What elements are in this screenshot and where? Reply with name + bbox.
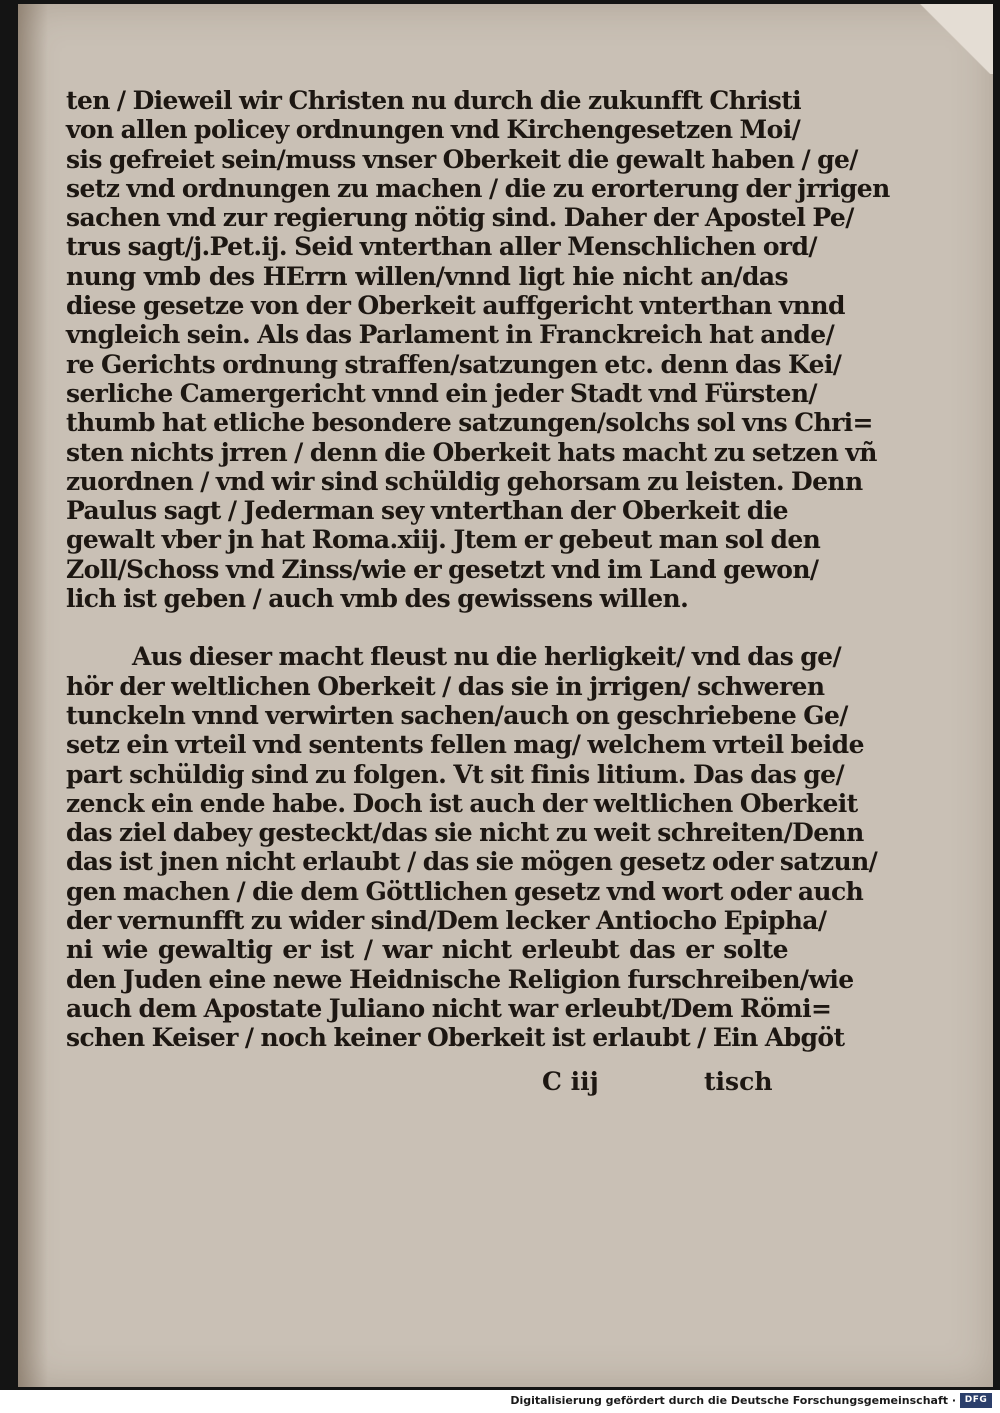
text-line: das ziel dabey gesteckt/das sie nicht zu weit schreiten/Denn bbox=[66, 818, 864, 848]
text-line: serliche Camergericht vnnd ein jeder Stadt vnd Fürsten/ bbox=[66, 378, 817, 408]
dfg-logo-icon: DFG bbox=[960, 1393, 992, 1408]
text-line: setz vnd ordnungen zu machen / die zu erorterung der jrrigen bbox=[66, 173, 890, 203]
text-line: sis gefreiet sein/muss vnser Oberkeit die gewalt haben / ge/ bbox=[66, 144, 858, 174]
text-line: ten / Dieweil wir Christen nu durch die zukunfft Christi bbox=[66, 86, 802, 115]
folded-corner bbox=[903, 4, 993, 74]
text-line: part schüldig sind zu folgen. Vt sit finis litium. Das das ge/ bbox=[66, 759, 844, 789]
text-line: schen Keiser / noch keiner Oberkeit ist erlaubt / Ein Abgöt bbox=[66, 1023, 845, 1053]
text-line: auch dem Apostate Juliano nicht war erleubt/Dem Römi= bbox=[66, 993, 832, 1023]
paragraph-1 bbox=[66, 86, 890, 614]
text-line: Paulus sagt / Jederman sey vnterthan der Oberkeit die bbox=[66, 496, 788, 526]
text-line: thumb hat etliche besondere satzungen/solchs sol vns Chri= bbox=[66, 408, 873, 438]
text-line: zuordnen / vnd wir sind schüldig gehorsam zu leisten. Denn bbox=[66, 466, 863, 496]
text-line: vngleich sein. Als das Parlament in Franckreich hat ande/ bbox=[66, 320, 835, 350]
signature-mark: C iij bbox=[542, 1067, 599, 1096]
text-line: Aus dieser macht fleust nu die herligkeit/ vnd das ge/ bbox=[132, 642, 841, 672]
text-line: Zoll/Schoss vnd Zinss/wie er gesetzt vnd im Land gewon/ bbox=[66, 554, 819, 584]
text-line: sachen vnd zur regierung nötig sind. Daher der Apostel Pe/ bbox=[66, 203, 854, 233]
text-line: diese gesetze von der Oberkeit auffgericht vnterthan vnnd bbox=[66, 291, 845, 321]
text-line: zenck ein ende habe. Doch ist auch der weltlichen Oberkeit bbox=[66, 788, 858, 818]
text-line: gewalt vber jn hat Roma.xiij. Jtem er gebeut man sol den bbox=[66, 525, 821, 555]
text-line: von allen policey ordnungen vnd Kirchengesetzen Moi/ bbox=[66, 115, 801, 145]
text-line: den Juden eine newe Heidnische Religion furschreiben/wie bbox=[66, 964, 854, 994]
credit-bar bbox=[0, 1390, 1000, 1413]
binding-shadow bbox=[18, 4, 48, 1387]
text-line: lich ist geben / auch vmb des gewissens willen. bbox=[66, 584, 689, 614]
funding-credit: Digitalisierung gefördert durch die Deutsche Forschungsgemeinschaft · bbox=[510, 1394, 956, 1407]
text-line: tunckeln vnnd verwirten sachen/auch on geschriebene Ge/ bbox=[66, 700, 848, 730]
text-line: trus sagt/j.Pet.ij. Seid vnterthan aller Menschlichen ord/ bbox=[66, 232, 817, 262]
text-line: hör der weltlichen Oberkeit / das sie in jrrigen/ schweren bbox=[66, 671, 825, 701]
text-line: gen machen / die dem Göttlichen gesetz vnd wort oder auch bbox=[66, 876, 864, 906]
page-text bbox=[66, 86, 890, 1053]
text-line: das ist jnen nicht erlaubt / das sie mögen gesetz oder satzun/ bbox=[66, 847, 878, 877]
paragraph-gap bbox=[66, 613, 788, 642]
text-line: sten nichts jrren / denn die Oberkeit hats macht zu setzen vñ bbox=[66, 437, 877, 467]
scanned-page bbox=[18, 4, 993, 1387]
catchword: tisch bbox=[704, 1067, 773, 1096]
text-line: ni wie gewaltig er ist / war nicht erleubt das er solte bbox=[66, 935, 788, 965]
text-line: setz ein vrteil vnd sentents fellen mag/ welchem vrteil beide bbox=[66, 730, 864, 760]
text-line: der vernunfft zu wider sind/Dem lecker Antiocho Epipha/ bbox=[66, 906, 827, 936]
text-line: nung vmb des HErrn willen/vnnd ligt hie nicht an/das bbox=[66, 261, 788, 291]
text-line: re Gerichts ordnung straffen/satzungen etc. denn das Kei/ bbox=[66, 349, 842, 379]
paragraph-2 bbox=[66, 642, 878, 1053]
